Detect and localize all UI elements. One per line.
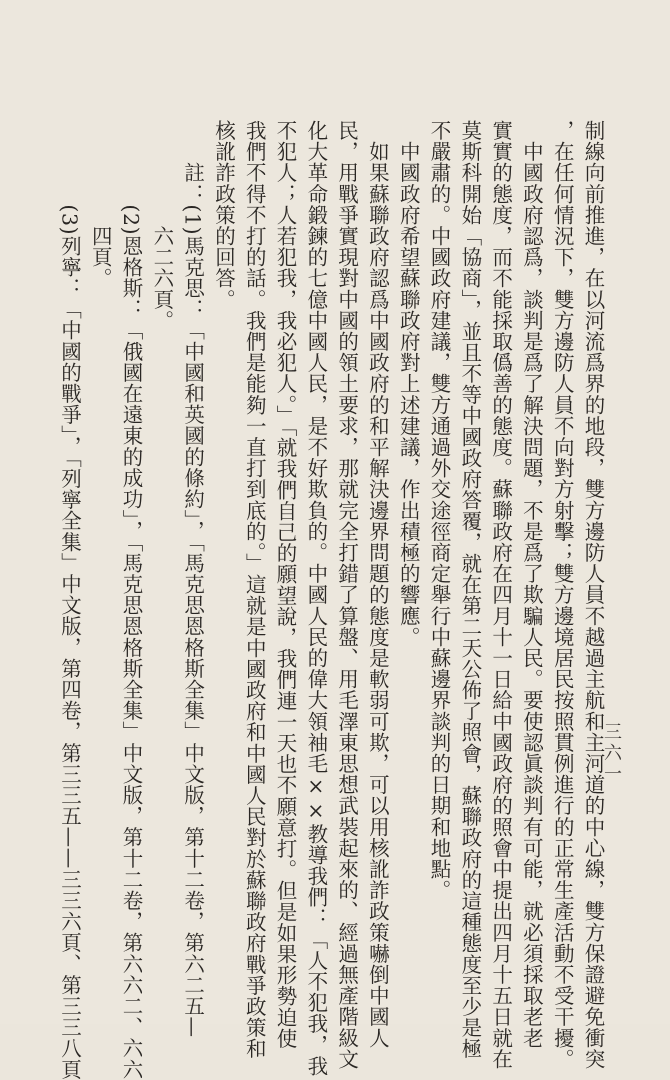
vertical-body-text	[54, 120, 608, 1080]
text-line: 實實的態度，而不能採取僞善的態度。蘇聯政府在四月十一日給中國政府的照會中提出四月十五日就在	[488, 120, 513, 1070]
text-line: 我們不得不打的話。我們是能夠一直打到底的。」這就是中國政府和中國人民對於蘇聯政府戰爭政策和	[242, 120, 267, 1060]
footnote-line: (3)列寧：「中國的戰爭」，「列寧全集」中文版，第四卷，第三三五——三三六頁、第三三八頁	[57, 120, 82, 1080]
text-line: 制線向前推進，在以河流爲界的地段，雙方邊防人員不越過主航和主河道的中心線，雙方保證避免衝突	[581, 120, 605, 1070]
page-number: 三六一	[601, 722, 622, 785]
text-line: 化大革命鍛鍊的七億中國人民，是不好欺負的。中國人民的偉大領袖毛××教導我們：「人不犯我，我	[303, 120, 328, 1077]
text-line: 不犯人；人若犯我，我必犯人。」「就我們自己的願望說，我們連一天也不願意打。但是如果形勢迫使	[273, 120, 298, 1049]
footnote-line: 六二六頁。	[149, 120, 174, 331]
text-line: 中國政府認爲，談判是爲了解決問題，不是爲了欺騙人民。要使認眞談判有可能，就必須採取老老	[519, 120, 544, 1049]
text-line: ，在任何情況下，雙方邊防人員不向對方射擊；雙方邊境居民按照貫例進行的正常生產活動不受干擾。	[550, 120, 575, 1070]
text-line: 中國政府希望蘇聯政府對上述建議，作出積極的響應。	[396, 120, 421, 648]
footnote-line: 四頁。	[88, 120, 113, 289]
text-line: 如果蘇聯政府認爲中國政府的和平解決邊界問題的態度是軟弱可欺，可以用核訛詐政策嚇倒中國人	[365, 120, 390, 1049]
footnote-line: (2)恩格斯：「俄國在遠東的成功」，「馬克思恩格斯全集」中文版，第十二卷，第六六二、六六	[119, 120, 144, 1080]
text-line: 不嚴肅的。中國政府建議，雙方通過外交途徑商定舉行中蘇邊界談判的日期和地點。	[427, 120, 452, 901]
text-line: 民，用戰爭實現對中國的領土要求，那就完全打錯了算盤、用毛澤東思想武裝起來的、經過無產階級文	[334, 120, 359, 1070]
text-line: 核訛詐政策的回答。	[211, 120, 236, 310]
text-line: 莫斯科開始「協商」，並且不等中國政府答覆，就在第二天公佈了照會，蘇聯政府的這種態度至少是極	[457, 120, 482, 1060]
footnote-line: 註：(1)馬克思：「中國和英國的條約」，「馬克思恩格斯全集」中文版，第十二卷，第六二五—	[180, 120, 205, 1038]
